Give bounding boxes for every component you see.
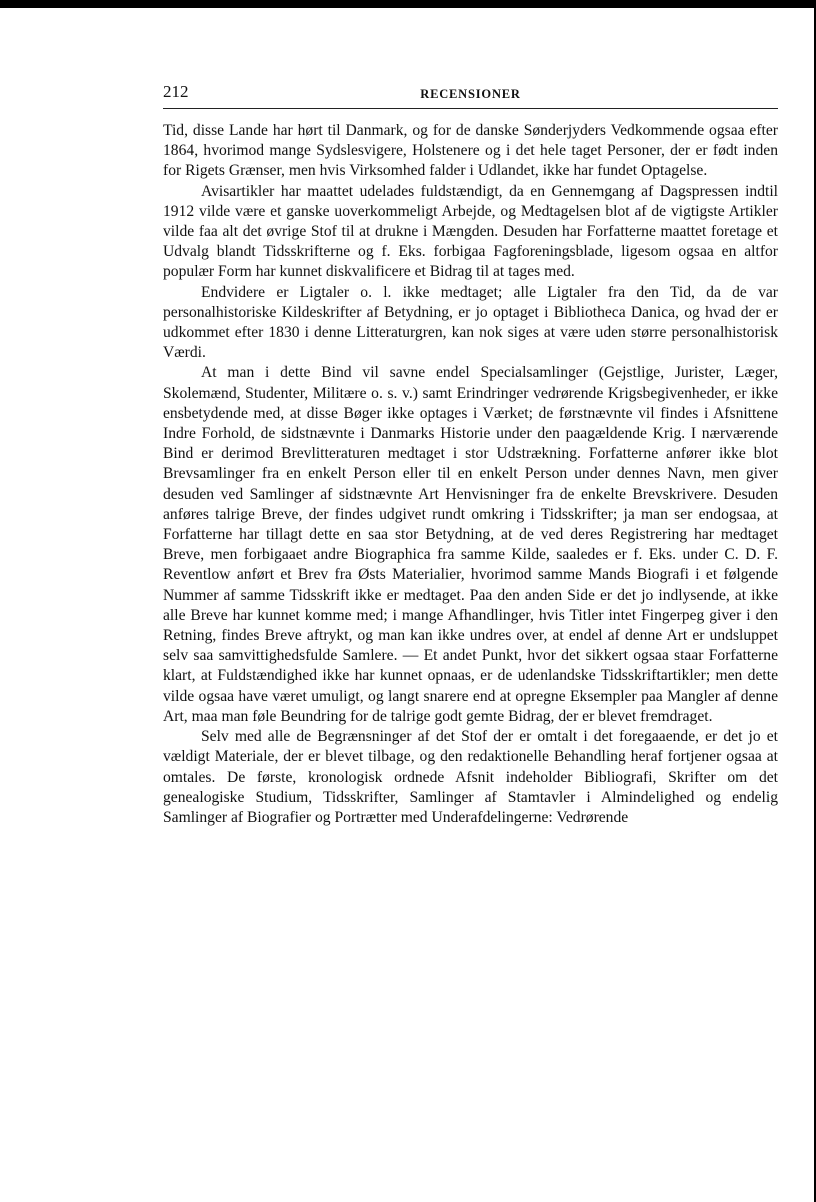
paragraph-specialsamlinger: At man i dette Bind vil savne endel Specialsamlinger (Gejstlige, Jurister, Læger, Skolemænd, Studenter, Militære o. s. v.) samt Erindringer vedrørende Krigsbegivenheder, er ikke ensbetydende med, at disse Bøger ikke optages i Værket; de førstnævnte vil findes i Afsnittene Indre Forhold, de sidstnævnte i Danmarks Historie under den paagældende Krig. I nærværende Bind er derimod Brevlitteraturen medtaget i stor Udstrækning. Forfatterne anfører ikke blot Brevsamlinger fra en enkelt Person eller til en enkelt Person under dennes Navn, men giver desuden ved Samlinger af sidstnævnte Art Henvisninger fra de enkelte Brevskrivere. Desuden anføres talrige Breve, der findes udgivet rundt omkring i Tidsskrifter; ja man ser endogsaa, at Forfatterne har tillagt dette en saa stor Betydning, at de ved deres Registrering har medtaget Breve, men forbigaaet andre Biographica fra samme Kilde, saaledes er f. Eks. under C. D. F. Reventlow anført et Brev fra Østs Materialier, hvorimod samme Mands Biografi i et følgende Nummer af samme Tidsskrift ikke er medtaget. Paa den anden Side er det jo indlysende, at ikke alle Breve har kunnet komme med; i mange Afhandlinger, hvis Titler intet Fingerpeg giver i den Retning, findes Breve aftrykt, og man kan ikke undres over, at endel af denne Art er undsluppet selv saa samvittighedsfulde Samlere. — Et andet Punkt, hvor det sikkert ogsaa staar Forfatterne klart, at Fuldstændighed ikke har kunnet opnaas, er de udenlandske Tidsskriftartikler; men dette vilde ogsaa have været umuligt, og langt snarere end at opregne Eksempler paa Mangler af denne Art, maa man føle Beundring for de talrige godt gemte Bidrag, der er blevet fremdraget. [163,364,778,725]
body-text [163,121,778,828]
paragraph-continuation: Tid, disse Lande har hørt til Danmark, og for de danske Sønderjyders Vedkommende ogsaa efter 1864, hvorimod mange Sydslesvigere, Holstenere og i det hele taget Personer, der er født inden for Rigets Grænser, men hvis Virksomhed falder i Udlandet, ikke har fundet Optagelse. [163,122,778,180]
page-header [163,82,778,109]
paragraph-avisartikler: Avisartikler har maattet udelades fuldstændigt, da en Gennemgang af Dagspressen indtil 1912 vilde være et ganske uoverkommeligt Arbejde, og Medtagelsen blot af de vigtigste Artikler vilde faa alt det øvrige Stof til at drukne i Mængden. Desuden har Forfatterne maattet foretage et Udvalg blandt Tidsskrifterne og f. Eks. forbigaa Fagforeningsblade, ligesom ogsaa en altfor populær Form har kunnet diskvalificere et Bidrag til at tages med. [163,182,778,281]
running-title: RECENSIONER [420,87,521,101]
scan-top-border [0,0,816,8]
paragraph-ligtaler: Endvidere er Ligtaler o. l. ikke medtaget; alle Ligtaler fra den Tid, da de var personalhistoriske Kildeskrifter af Betydning, er jo optaget i Bibliotheca Danica, og hvad der er udkommet efter 1830 i denne Litteraturgren, kan nok siges at være uden større personalhistorisk Værdi. [163,283,778,362]
paragraph-begraensninger: Selv med alle de Begrænsninger af det Stof der er omtalt i det foregaaende, er det jo et vældigt Materiale, der er blevet tilbage, og den redaktionelle Behandling heraf fortjener ogsaa at omtales. De første, kronologisk ordnede Afsnit indeholder Bibliografi, Skrifter om det genealogiske Studium, Tidsskrifter, Samlinger af Stamtavler i Almindelighed og endelig Samlinger af Biografier og Portrætter med Underafdelingerne: Vedrørende [163,728,778,826]
page-number: 212 [163,82,189,101]
